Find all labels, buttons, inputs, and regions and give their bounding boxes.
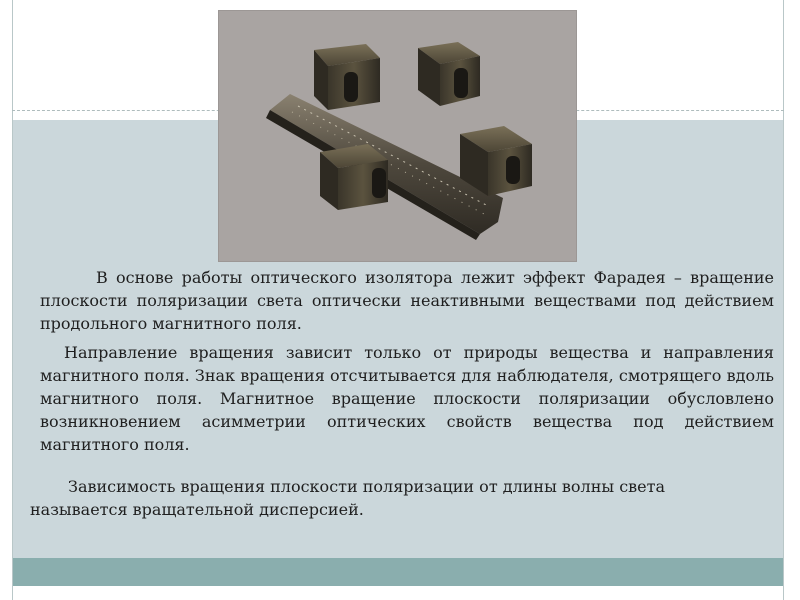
paragraph-rotation-direction: Направление вращения зависит только от природы вещества и направления магнитного поля. Знак вращения отсчитывается для наблюдателя, смотрящего вдоль магнитного поля. Магнитное вращение плоскости поляризации обусловлено возникновением асимметрии оптических свойств вещества под действием магнитного поля.	[40, 343, 774, 454]
footer-bar	[13, 558, 783, 586]
magnet-block-1	[314, 44, 380, 110]
paragraph-faraday-effect: В основе работы оптического изолятора лежит эффект Фарадея – вращение плоскости поляризации света оптически неактивными веществами под действием продольного магнитного поля.	[40, 268, 774, 333]
paragraph-rotational-dispersion-line2: называется вращательной дисперсией.	[30, 500, 364, 519]
faraday-isolator-magnets-photo	[218, 10, 577, 262]
magnet-block-2	[418, 42, 480, 106]
paragraph-rotational-dispersion-line1: Зависимость вращения плоскости поляризации от длины волны света	[68, 477, 666, 496]
paragraph-rotational-dispersion	[30, 475, 750, 521]
frame-right-line	[783, 0, 784, 600]
magnet-block-4	[320, 144, 388, 210]
